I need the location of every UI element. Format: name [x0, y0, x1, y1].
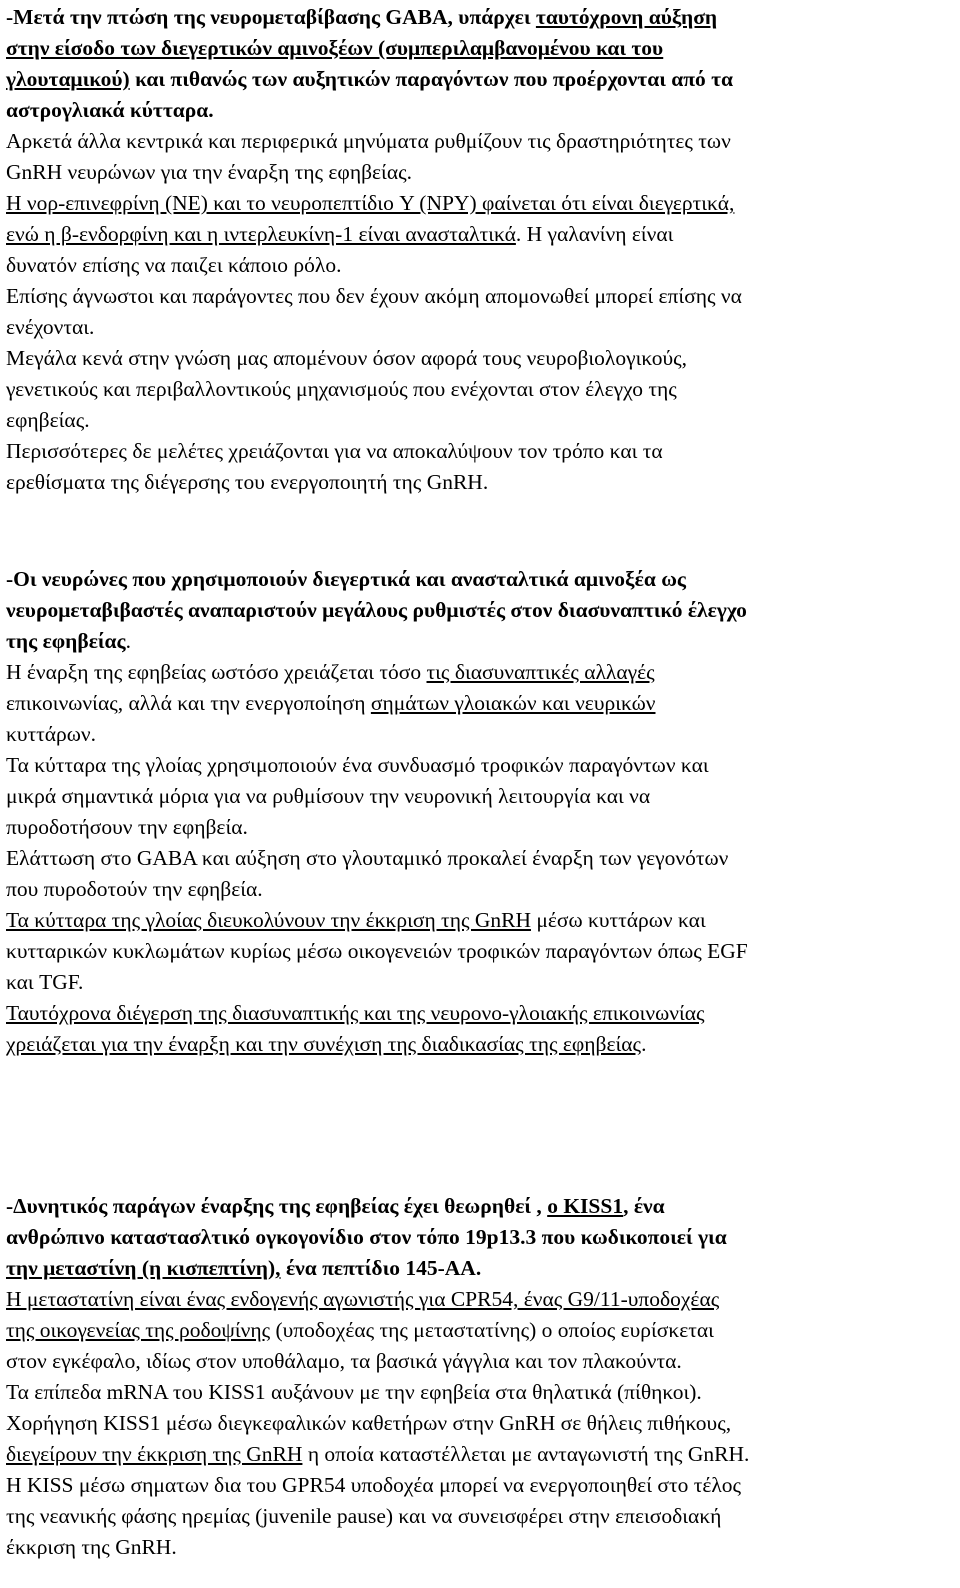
text-line: πυροδοτήσουν την εφηβεία.	[6, 815, 248, 839]
text-line: Η νορ-επινεφρίνη (ΝΕ) και το νευροπεπτίδιο Y (NPY) φαίνεται ότι είναι διεγερτικά,	[6, 191, 735, 215]
text-line: Ταυτόχρονα διέγερση της διασυναπτικής και της νευρονο-γλοιακής επικοινωνίας	[6, 1001, 705, 1025]
text-line: που πυροδοτούν την εφηβεία.	[6, 877, 263, 901]
text-line: Τα κύτταρα της γλοίας χρησιμοποιούν ένα συνδυασμό τροφικών παραγόντων και	[6, 753, 709, 777]
text-line: Ελάττωση στο GABA και αύξηση στο γλουταμικό προκαλεί έναρξη των γεγονότων	[6, 846, 729, 870]
text-line: της εφηβείας.	[6, 629, 132, 653]
text-line: Η έναρξη της εφηβείας ωστόσο χρειάζεται τόσο τις διασυναπτικές αλλαγές	[6, 660, 655, 684]
text-line: διεγείρουν την έκκριση της GnRH η οποία καταστέλλεται με ανταγωνιστή της GnRH.	[6, 1442, 750, 1466]
text-line: -Οι νευρώνες που χρησιμοποιούν διεγερτικά και ανασταλτικά αμινοξέα ως	[6, 567, 686, 591]
text-line: Τα κύτταρα της γλοίας διευκολύνουν την έκκριση της GnRH μέσω κυττάρων και	[6, 908, 706, 932]
text-line: στον εγκέφαλο, ιδίως στον υποθάλαμο, τα βασικά γάγγλια και τον πλακούντα.	[6, 1349, 682, 1373]
text-line: -Μετά την πτώση της νευρομεταβίβασης GABA, υπάρχει ταυτόχρονη αύξηση	[6, 5, 718, 29]
text-line: -Δυνητικός παράγων έναρξης της εφηβείας έχει θεωρηθεί , ο KISS1, ένα	[6, 1194, 665, 1218]
text-line: την μεταστίνη (η κισπεπτίνη), ένα πεπτίδιο 145-AA.	[6, 1256, 482, 1280]
text-line: Επίσης άγνωστοι και παράγοντες που δεν έχουν ακόμη απομονωθεί μπορεί επίσης να	[6, 284, 742, 308]
text-line: έκκριση της GnRH.	[6, 1535, 177, 1559]
text-line: Περισσότερες δε μελέτες χρειάζονται για να αποκαλύψουν τον τρόπο και τα	[6, 439, 663, 463]
text-line: γενετικούς και περιβαλλοντικούς μηχανισμούς που ενέχονται στον έλεγχο της	[6, 377, 677, 401]
text-line: ενέχονται.	[6, 315, 95, 339]
text-line: εφηβείας.	[6, 408, 90, 432]
text-line: νευρομεταβιβαστές αναπαριστούν μεγάλους ρυθμιστές στον διασυναπτικό έλεγχο	[6, 598, 747, 622]
text-line: γλουταμικού) και πιθανώς των αυξητικών παραγόντων που προέρχονται από τα	[6, 67, 734, 91]
text-line: Η μεταστατίνη είναι ένας ενδογενής αγωνιστής για CPR54, ένας G9/11-υποδοχέας	[6, 1287, 720, 1311]
text-line: επικοινωνίας, αλλά και την ενεργοποίηση σημάτων γλοιακών και νευρικών	[6, 691, 656, 715]
text-line: και TGF.	[6, 970, 84, 994]
text-line: ενώ η β-ενδορφίνη και η ιντερλευκίνη-1 είναι ανασταλτικά. Η γαλανίνη είναι	[6, 222, 674, 246]
text-line: Μεγάλα κενά στην γνώση μας απομένουν όσον αφορά τους νευροβιολογικούς,	[6, 346, 688, 370]
text-line: GnRH νευρώνων για την έναρξη της εφηβείας.	[6, 160, 412, 184]
text-line: στην είσοδο των διεγερτικών αμινοξέων (συμπεριλαμβανομένου και του	[6, 36, 664, 60]
text-line: Χορήγηση KISS1 μέσω διεγκεφαλικών καθετήρων στην GnRH σε θήλεις πιθήκους,	[6, 1411, 732, 1435]
text-line: κυττάρων.	[6, 722, 96, 746]
text-line: ανθρώπινο καταστασλτικό ογκογονίδιο στον τόπο 19p13.3 που κωδικοποιεί για	[6, 1225, 727, 1249]
text-line: Τα επίπεδα mRNA του KISS1 αυξάνουν με την εφηβεία στα θηλατικά (πίθηκοι).	[6, 1380, 702, 1404]
text-line: της οικογενείας της ροδοψίνης (υποδοχέας της μεταστατίνης) ο οποίος ευρίσκεται	[6, 1318, 714, 1342]
text-line: της νεανικής φάσης ηρεμίας (juvenile pause) και να συνεισφέρει στην επεισοδιακή	[6, 1504, 722, 1528]
text-line: χρειάζεται για την έναρξη και την συνέχιση της διαδικασίας της εφηβείας.	[6, 1032, 647, 1056]
text-line: κυτταρικών κυκλωμάτων κυρίως μέσω οικογενειών τροφικών παραγόντων όπως EGF	[6, 939, 748, 963]
text-line: ερεθίσματα της διέγερσης του ενεργοποιητή της GnRH.	[6, 470, 489, 494]
text-line: αστρογλιακά κύτταρα.	[6, 98, 214, 122]
text-line: Αρκετά άλλα κεντρικά και περιφερικά μηνύματα ρυθμίζουν τις δραστηριότητες των	[6, 129, 731, 153]
text-line: δυνατόν επίσης να παιζει κάποιο ρόλο.	[6, 253, 342, 277]
text-line: Η KISS μέσω σηματων δια του GPR54 υποδοχέα μπορεί να ενεργοποιηθεί στο τέλος	[6, 1473, 742, 1497]
text-line: μικρά σημαντικά μόρια για να ρυθμίσουν την νευρονική λειτουργία και να	[6, 784, 651, 808]
